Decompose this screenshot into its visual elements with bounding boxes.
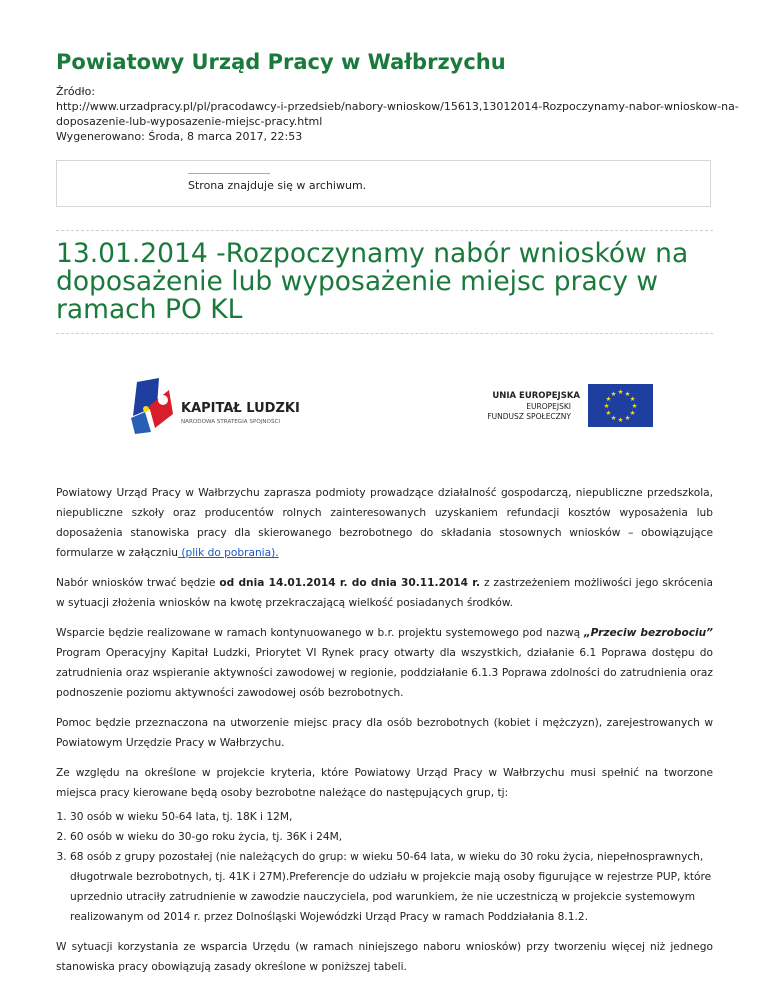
kapital-ludzki-logo [129,376,329,436]
generated-date: Wygenerowano: Środa, 8 marca 2017, 22:53 [56,130,303,143]
divider [56,333,713,334]
kl-logo-name: KAPITAŁ LUDZKI [181,401,300,416]
eu-star: ★ [631,402,638,410]
paragraph-text: Wsparcie będzie realizowane w ramach kontynuowanego w b.r. projektu systemowego pod nazwą [56,627,584,639]
paragraph: Ze względu na określone w projekcie kryteria, które Powiatowy Urząd Pracy w Wałbrzychu musi spełnić na tworzone miejsca pracy kierowane będą osoby bezrobotne należące do następujących grup, tj: [56,767,713,799]
eu-star: ★ [610,414,617,423]
divider [188,173,270,174]
eu-star: ★ [605,409,612,417]
archive-notice: Strona znajduje się w archiwum. [188,179,367,192]
paragraph-text: Program Operacyjny Kapitał Ludzki, Priorytet VI Rynek pracy otwarty dla wszystkich, działanie 6.1 Poprawa dostępu do zatrudnienia oraz wspieranie aktywności zawodowej w regionie, poddziałanie 6.1.3 Poprawa zdolności do zatrudnienia oraz podnoszenie poziomu aktywności zawodowej osób bezrobotnych. [56,647,713,699]
list-item: 3. 68 osób z grupy pozostałej (nie należących do grup: w wieku 50-64 lata, w wieku do 30 roku życia, niepełnosprawnych, długotrwale bezrobotnych, tj. 41K i 27M).Preferencje do udziału w projekcie mają osoby figurujące w rejestrze PUP, które uprzednio utraciły zatrudnienie w zawodzie nauczyciela, pod warunkiem, że nie uczestniczą w projekcie systemowym realizowanym od 2014 r. przez Dolnośląski Wojewódzki Urząd Pracy w ramach Poddziałania 8.1.2. [70,847,713,927]
paragraph: Pomoc będzie przeznaczona na utworzenie miejsc pracy dla osób bezrobotnych (kobiet i mężczyzn), zarejestrowanych w Powiatowym Urzędzie Pracy w Wałbrzychu. [56,717,713,749]
article-title: 13.01.2014 -Rozpoczynamy nabór wniosków na doposażenie lub wyposażenie miejsc pracy w ramach PO KL [56,238,689,325]
logo-star [158,395,168,405]
project-name: „Przeciw bezrobociu” [583,627,713,639]
eu-star: ★ [629,395,636,403]
paragraph [56,483,713,563]
logo-star [143,406,149,412]
divider [56,230,713,231]
date-range: od dnia 14.01.2014 r. do dnia 30.11.2014 r. [219,577,481,589]
source-url-line2[interactable]: doposazenie-lub-wyposazenie-miejsc-pracy.html [56,115,323,128]
ue-efs-logo [457,376,667,438]
source-label: Źródło: [56,85,96,98]
eu-star: ★ [624,414,631,423]
source-url-line1[interactable]: http://www.urzadpracy.pl/pl/pracodawcy-i-przedsieb/nabory-wnioskow/15613,13012014-Rozpoczynamy-nabor-wnioskow-na- [56,100,739,113]
list-item: 2. 60 osób w wieku do 30-go roku życia, tj. 36K i 24M, [70,827,713,847]
eu-star: ★ [617,416,624,424]
site-title: Powiatowy Urząd Pracy w Wałbrzychu [56,50,506,74]
eu-star: ★ [624,389,631,398]
paragraph-text: z zastrzeżeniem możliwości jego skrócenia w sytuacji złożenia wniosków na kwotę przekraczającą wielkość posiadanych środków. [56,577,713,609]
source-meta [56,84,739,144]
ue-logo-line1: UNIA EUROPEJSKA [492,391,580,401]
eu-star: ★ [629,409,636,417]
paragraph [56,573,713,613]
ue-logo-line2: EUROPEJSKI [526,402,571,411]
paragraph-text: Powiatowy Urząd Pracy w Wałbrzychu zaprasza podmioty prowadzące działalność gospodarczą, niepubliczne przedszkola, niepubliczne szkoły oraz producentów rolnych zainteresowanych uzyskaniem refundacji kosztów wyposażenia lub doposażenia stanowiska pracy dla skierowanego bezrobotnego do składania stosownych wniosków – obowiązujące formularze w załączniu [56,487,713,559]
paragraph [56,623,713,703]
paragraph: W sytuacji korzystania ze wsparcia Urzędu (w ramach niniejszego naboru wniosków) przy tworzeniu więcej niż jednego stanowiska pracy obowiązują zasady określone w poniższej tabeli. [56,941,713,973]
archive-notice-box [56,160,711,207]
eu-star: ★ [605,395,612,403]
ue-logo-line3: FUNDUSZ SPOŁECZNY [487,412,571,421]
eu-star: ★ [617,388,624,396]
group-list [56,807,713,927]
article-body [56,483,713,987]
kl-logo-subtitle: NARODOWA STRATEGIA SPÓJNOŚCI [181,419,281,425]
eu-star: ★ [610,389,617,398]
paragraph-text: Nabór wniosków trwać będzie [56,577,220,589]
download-link[interactable]: (plik do pobrania). [178,547,279,559]
eu-star: ★ [603,402,610,410]
list-item: 1. 30 osób w wieku 50-64 lata, tj. 18K i 12M, [70,807,713,827]
